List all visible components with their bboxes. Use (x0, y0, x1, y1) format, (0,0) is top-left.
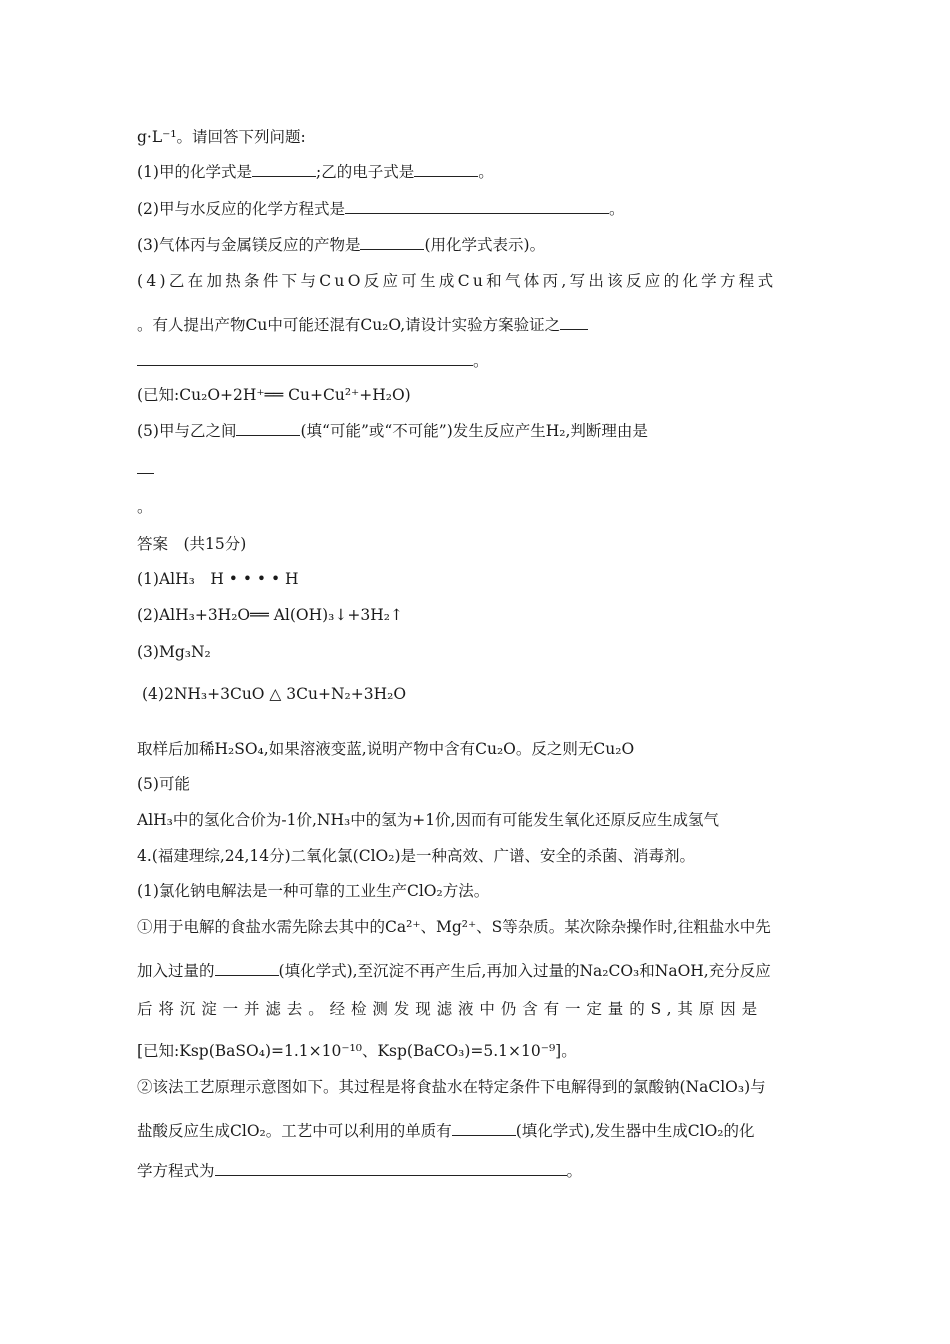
text: 后将沉淀一并滤去。经检测发现滤液中仍含有一定量的S,其原因是 (137, 1000, 763, 1018)
problem-4-part-1 (137, 880, 489, 902)
text: ①用于电解的食盐水需先除去其中的Ca²⁺、Mg²⁺、S等杂质。某次除杂操作时,往粗盐水中先 (137, 918, 771, 936)
answer-blank[interactable] (252, 162, 316, 177)
problem-4-1b (137, 960, 771, 982)
question-4-cont (137, 314, 588, 336)
answer-blank[interactable] (560, 315, 588, 330)
answer-blank[interactable] (414, 162, 478, 177)
known-equation (137, 384, 411, 406)
problem-4-1a (137, 916, 771, 938)
problem-4-2b (137, 1120, 755, 1142)
answer-title (137, 533, 246, 555)
text: (4)乙在加热条件下与CuO反应可生成Cu和气体丙,写出该反应的化学方程式 (137, 272, 777, 290)
text: 答案 (共15分) (137, 535, 247, 553)
problem-4-title (137, 845, 695, 867)
text: (1)AlH₃ H • • • • H (137, 570, 299, 588)
answer-3 (137, 641, 211, 663)
text: ;乙的电子式是 (315, 163, 415, 181)
text: 学方程式为 (137, 1162, 215, 1180)
text: g·L⁻¹。请回答下列问题: (137, 128, 306, 146)
text: (填“可能”或“不可能”)发生反应产生H₂,判断理由是 (300, 422, 648, 440)
text: 。 (608, 200, 625, 218)
answer-blank[interactable] (215, 1161, 567, 1176)
answer-4-method (137, 738, 634, 760)
text: (5)甲与乙之间 (137, 422, 237, 440)
problem-4-2c (137, 1160, 582, 1182)
answer-5 (137, 773, 190, 795)
text: 。 (566, 1162, 583, 1180)
text: 。 (473, 352, 489, 370)
answer-1 (137, 568, 299, 590)
text: (2)AlH₃+3H₂O══ Al(OH)₃↓+3H₂↑ (137, 606, 403, 624)
text: 。 (478, 163, 494, 181)
text: 取样后加稀H₂SO₄,如果溶液变蓝,说明产物中含有Cu₂O。反之则无Cu₂O (137, 740, 635, 758)
question-5-blank-line (137, 458, 154, 480)
question-3 (137, 234, 545, 256)
answer-blank[interactable] (236, 421, 300, 436)
text: (5)可能 (137, 775, 190, 793)
text: 加入过量的 (137, 962, 215, 980)
answer-2 (137, 604, 403, 626)
answer-blank[interactable] (345, 199, 609, 214)
question-4 (137, 270, 776, 292)
problem-4-2a (137, 1076, 766, 1098)
text: 盐酸反应生成ClO₂。工艺中可以利用的单质有 (137, 1122, 452, 1140)
text: (用化学式表示)。 (424, 236, 546, 254)
answer-blank[interactable] (215, 961, 279, 976)
answer-4 (142, 683, 406, 705)
answer-5-reason (137, 809, 719, 831)
answer-blank[interactable] (137, 459, 154, 474)
question-2 (137, 198, 624, 220)
text: 。有人提出产物Cu中可能还混有Cu₂O,请设计实验方案验证之 (137, 316, 561, 334)
answer-blank[interactable] (137, 351, 473, 366)
text: (已知:Cu₂O+2H⁺══ Cu+Cu²⁺+H₂O) (137, 386, 411, 404)
text: (填化学式),至沉淀不再产生后,再加入过量的Na₂CO₃和NaOH,充分反应 (278, 962, 771, 980)
text: (填化学式),发生器中生成ClO₂的化 (515, 1122, 755, 1140)
text: (1)氯化钠电解法是一种可靠的工业生产ClO₂方法。 (137, 882, 490, 900)
text: (1)甲的化学式是 (137, 163, 252, 181)
text: (2)甲与水反应的化学方程式是 (137, 200, 345, 218)
answer-blank[interactable] (360, 235, 424, 250)
text-line (137, 126, 306, 148)
text: [已知:Ksp(BaSO₄)=1.1×10⁻¹⁰、Ksp(BaCO₃)=5.1×10⁻⁹]。 (137, 1042, 577, 1060)
text: (4)2NH₃+3CuO △ 3Cu+N₂+3H₂O (142, 685, 407, 703)
question-1 (137, 161, 494, 183)
text: 4.(福建理综,24,14分)二氧化氯(ClO₂)是一种高效、广谱、安全的杀菌、消毒剂。 (137, 847, 696, 865)
text: 。 (137, 498, 153, 516)
answer-blank[interactable] (452, 1121, 516, 1136)
text: (3)气体丙与金属镁反应的产物是 (137, 236, 361, 254)
question-4-blank-line (137, 350, 489, 372)
text-line (137, 496, 153, 518)
text: AlH₃中的氢化合价为-1价,NH₃中的氢为+1价,因而有可能发生氧化还原反应生成氢气 (137, 811, 719, 829)
question-5 (137, 420, 648, 442)
text: ②该法工艺原理示意图如下。其过程是将食盐水在特定条件下电解得到的氯酸钠(NaClO₃)与 (137, 1078, 766, 1096)
problem-4-1c (137, 998, 763, 1020)
problem-4-1d (137, 1040, 577, 1062)
text: (3)Mg₃N₂ (137, 643, 211, 661)
